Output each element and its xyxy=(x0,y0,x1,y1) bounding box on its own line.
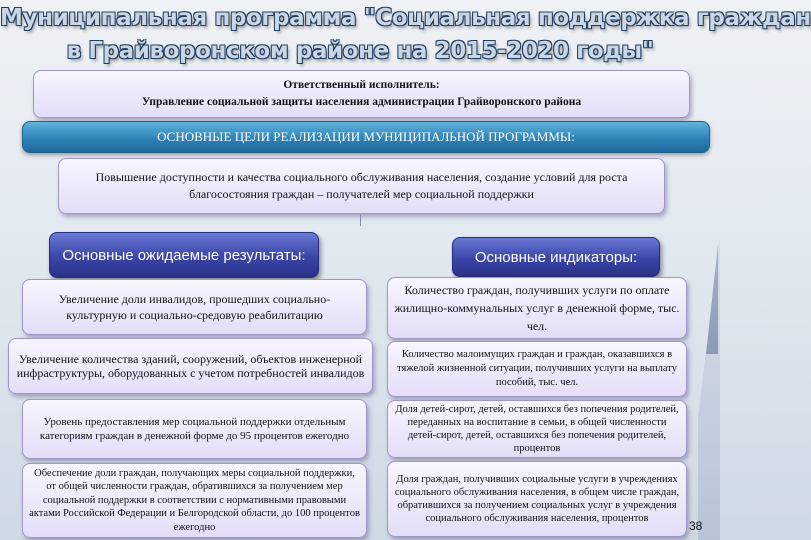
result-item-1 xyxy=(22,279,367,335)
indicator-item-2 xyxy=(387,341,687,397)
title-line-1: Муниципальная программа "Социальная поддержка граждан xyxy=(0,5,811,31)
indicators-header: Основные индикаторы: xyxy=(452,237,660,277)
result-item-2 xyxy=(8,338,373,394)
result-item-4-text: Обеспечение доли граждан, получающих меры социальной поддержки, от общей численности граждан, обратившихся за получением мер социальной поддержки в соответствии с нормативными правовыми актами Российской Федерации и Белгородской области, до 100 процентов ежегодно xyxy=(29,467,360,533)
executor-label: Ответственный исполнитель: xyxy=(283,79,440,91)
result-item-3-text: Уровень предоставления мер социальной поддержки отдельным категориям граждан в денежной форме до 95 процентов ежегодно xyxy=(39,416,350,442)
connector-line xyxy=(360,214,361,226)
results-header: Основные ожидаемые результаты: xyxy=(49,232,319,278)
indicator-item-4-text: Доля граждан, получивших социальные услуги в учреждениях социального обслуживания населения, в общем числе граждан, обратившихся за получением социальных услуг в учреждения социального обслуживания населения, процентов xyxy=(394,474,680,524)
executor-box xyxy=(33,70,690,118)
indicator-item-1-text: Количество граждан, получивших услуги по оплате жилищно-коммунальных услуг в денежной форме, тыс. чел. xyxy=(394,283,680,333)
result-item-1-text: Увеличение доли инвалидов, прошедших социально-культурную и социально-средовую реабилитацию xyxy=(58,292,331,322)
goals-text-box xyxy=(58,158,665,214)
indicator-item-2-text: Количество малоимущих граждан и граждан, оказавшихся в тяжелой жизненной ситуации, получивших услуги на выплату пособий, тыс. чел. xyxy=(397,349,677,388)
page-title xyxy=(0,0,811,68)
goals-text: Повышение доступности и качества социального обслуживания населения, создание условий для роста благосостояния граждан – получателей мер социальной поддержки xyxy=(95,170,628,201)
executor-name: Управление социальной защиты населения администрации Грайворонского района xyxy=(141,96,582,108)
result-item-3 xyxy=(22,399,367,459)
indicator-item-1 xyxy=(387,277,687,339)
indicator-item-3 xyxy=(387,400,687,458)
goals-header: ОСНОВНЫЕ ЦЕЛИ РЕАЛИЗАЦИИ МУНИЦИПАЛЬНОЙ ПРОГРАММЫ: xyxy=(22,121,710,153)
title-line-2: в Грайворонском районе на 2015-2020 годы" xyxy=(66,38,654,64)
page-number: 38 xyxy=(689,519,703,533)
indicator-item-3-text: Доля детей-сирот, детей, оставшихся без попечения родителей, переданных на воспитание в семьи, в общей численности детей-сирот, детей, оставшихся без попечения родителей, процентов xyxy=(395,404,679,454)
result-item-2-text: Увеличение количества зданий, сооружений, объектов инженерной инфраструктуры, оборудованных с учетом потребностей инвалидов xyxy=(16,352,365,380)
result-item-4 xyxy=(22,463,367,538)
indicator-item-4 xyxy=(387,461,687,537)
